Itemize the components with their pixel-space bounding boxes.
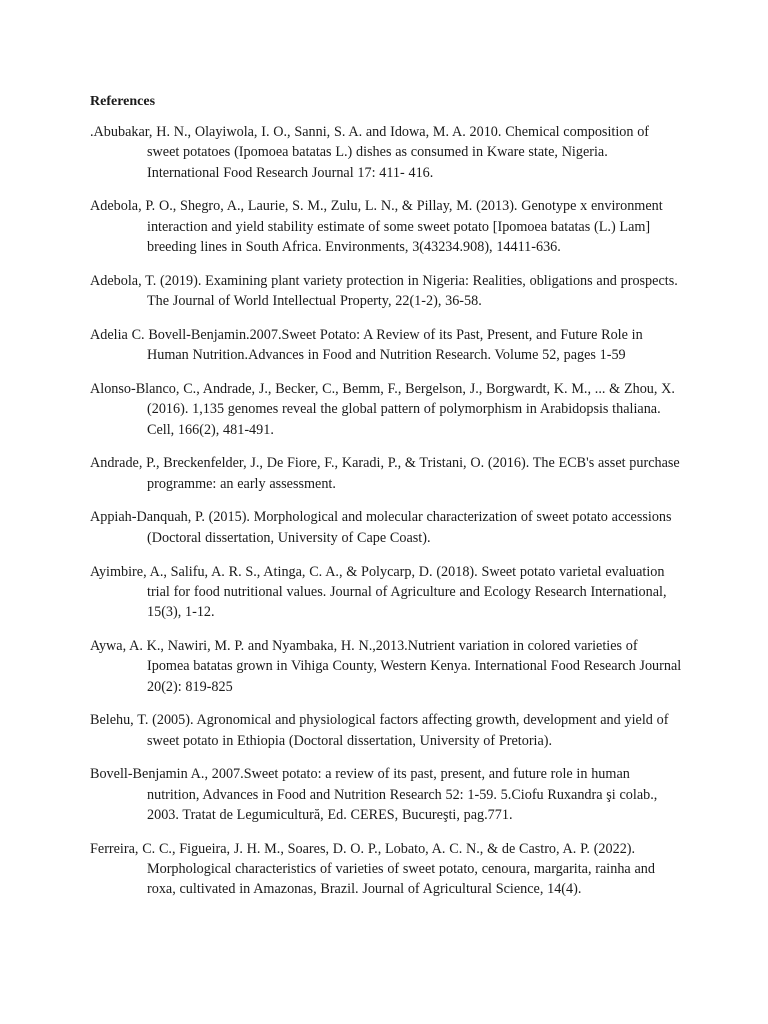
reference-entry: Appiah-Danquah, P. (2015). Morphological and molecular characterization of sweet potato accessions (Doctoral dissertation, University of Cape Coast).: [90, 509, 672, 546]
reference-entry: Bovell-Benjamin A., 2007.Sweet potato: a review of its past, present, and future role in human nutrition, Advances in Food and Nutrition Research 52: 1-59. 5.Ciofu Ruxandra şi colab., 2003. Tratat de Legumicultură, Ed. CERES, Bucureşti, pag.771.: [90, 766, 658, 824]
reference-entry: Adebola, T. (2019). Examining plant variety protection in Nigeria: Realities, obligations and prospects. The Journal of World Intellectual Property, 22(1-2), 36-58.: [90, 272, 678, 310]
reference-entry: Adelia C. Bovell-Benjamin.2007.Sweet Potato: A Review of its Past, Present, and Future Role in Human Nutrition.Advances in Food and Nutrition Research. Volume 52, pages 1-59: [90, 326, 643, 364]
reference-entry: Andrade, P., Breckenfelder, J., De Fiore, F., Karadi, P., & Tristani, O. (2016). The ECB's asset purchase programme: an early assessment.: [90, 455, 680, 492]
reference-entry: Belehu, T. (2005). Agronomical and physiological factors affecting growth, development and yield of sweet potato in Ethiopia (Doctoral dissertation, University of Pretoria).: [90, 712, 669, 749]
document-page: [90, 92, 682, 913]
reference-entry: .Abubakar, H. N., Olayiwola, I. O., Sanni, S. A. and Idowa, M. A. 2010. Chemical composition of sweet potatoes (Ipomoea batatas L.) dishes as consumed in Kware state, Nigeria. International Food Research Journal 17: 411- 416.: [90, 124, 650, 181]
reference-list: [90, 122, 682, 900]
reference-entry: Aywa, A. K., Nawiri, M. P. and Nyambaka, H. N.,2013.Nutrient variation in colored varieties of Ipomea batatas grown in Vihiga County, Western Kenya. International Food Research Journal 20(2): 819-825: [90, 637, 682, 695]
reference-entry: Adebola, P. O., Shegro, A., Laurie, S. M., Zulu, L. N., & Pillay, M. (2013). Genotype x environment interaction and yield stability estimate of some sweet potato [Ipomoea batatas (L.) Lam] breeding lines in South Africa. Environments, 3(43234.908), 14411-636.: [90, 198, 663, 255]
reference-entry: Ayimbire, A., Salifu, A. R. S., Atinga, C. A., & Polycarp, D. (2018). Sweet potato varietal evaluation trial for food nutritional values. Journal of Agriculture and Ecology Research International, 15(3), 1-12.: [90, 563, 667, 621]
reference-entry: Alonso-Blanco, C., Andrade, J., Becker, C., Bemm, F., Bergelson, J., Borgwardt, K. M., ... & Zhou, X. (2016). 1,135 genomes reveal the global pattern of polymorphism in Arabidopsis thaliana. Cell, 166(2), 481-491.: [90, 380, 675, 438]
reference-entry: Ferreira, C. C., Figueira, J. H. M., Soares, D. O. P., Lobato, A. C. N., & de Castro, A. P. (2022). Morphological characteristics of varieties of sweet potato, cenoura, margarita, rainha and roxa, cultivated in Amazonas, Brazil. Journal of Agricultural Science, 14(4).: [90, 840, 655, 898]
references-heading: References: [90, 94, 156, 109]
